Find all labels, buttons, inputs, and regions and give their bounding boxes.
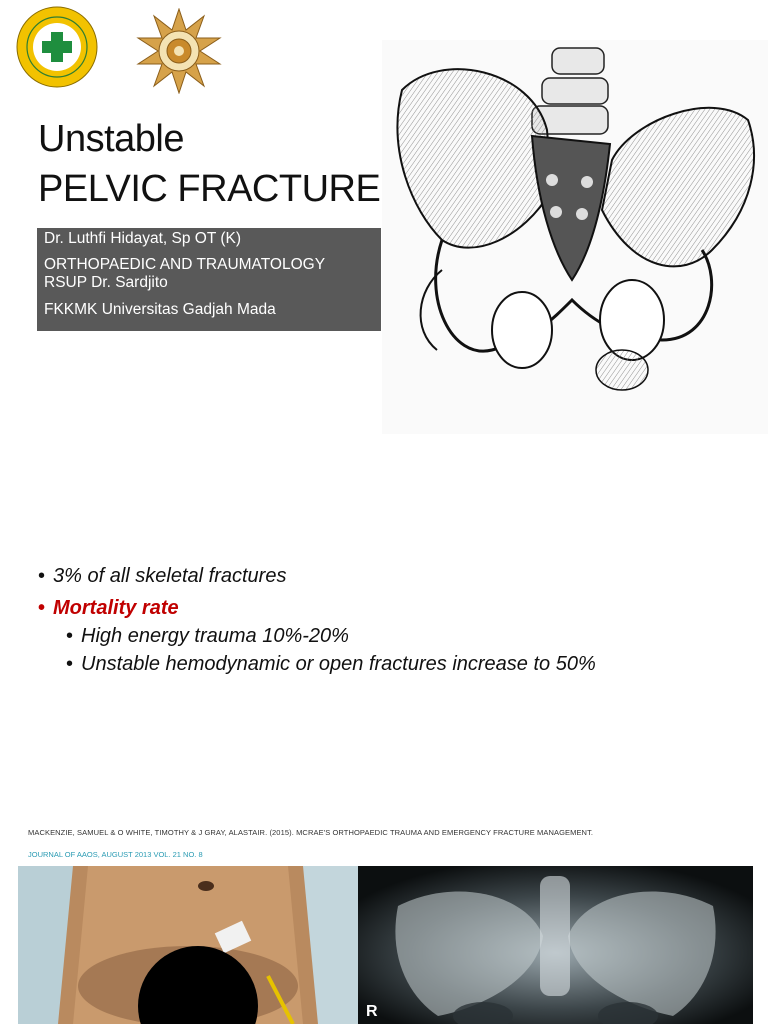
bullet-dot: • (66, 653, 74, 675)
xray-side-marker: R (366, 1003, 378, 1020)
bullet-dot: • (38, 565, 46, 587)
author-department: ORTHOPAEDIC AND TRAUMATOLOGY (44, 256, 326, 273)
kemenkes-logo (16, 6, 98, 88)
author-hospital: RSUP Dr. Sardjito (44, 274, 168, 291)
bullet-text: Mortality rate (53, 597, 179, 619)
pelvis-illustration (382, 40, 768, 434)
bullet-text: Unstable hemodynamic or open fractures increase to 50% (81, 653, 596, 675)
author-info-box (37, 228, 381, 331)
bullet-skeletal-fractures (38, 565, 286, 588)
author-university: FKKMK Universitas Gadjah Mada (44, 301, 276, 318)
journal-citation: JOURNAL OF AAOS, AUGUST 2013 VOL. 21 NO. 8 (28, 850, 203, 859)
ugm-logo (136, 8, 222, 94)
slide-title-line1: Unstable (38, 118, 184, 160)
author-name: Dr. Luthfi Hidayat, Sp OT (K) (44, 230, 241, 247)
bullet-dot: • (66, 625, 74, 647)
bullet-text: 3% of all skeletal fractures (53, 565, 287, 587)
bullet-dot: • (38, 597, 46, 619)
bullet-text: High energy trauma 10%-20% (81, 625, 349, 647)
subbullet-high-energy (66, 625, 349, 648)
reference-citation: MACKENZIE, SAMUEL & O WHITE, TIMOTHY & J GRAY, ALASTAIR. (2015). MCRAE'S ORTHOPAEDIC TRAUMA AND EMERGENCY FRACTURE MANAGEMENT. (28, 828, 594, 837)
pelvic-xray (358, 866, 753, 1024)
slide-title-line2: PELVIC FRACTURE (38, 168, 381, 210)
subbullet-unstable-hemodynamic (66, 653, 596, 676)
bullet-mortality-rate (38, 597, 179, 620)
clinical-photo (18, 866, 358, 1024)
